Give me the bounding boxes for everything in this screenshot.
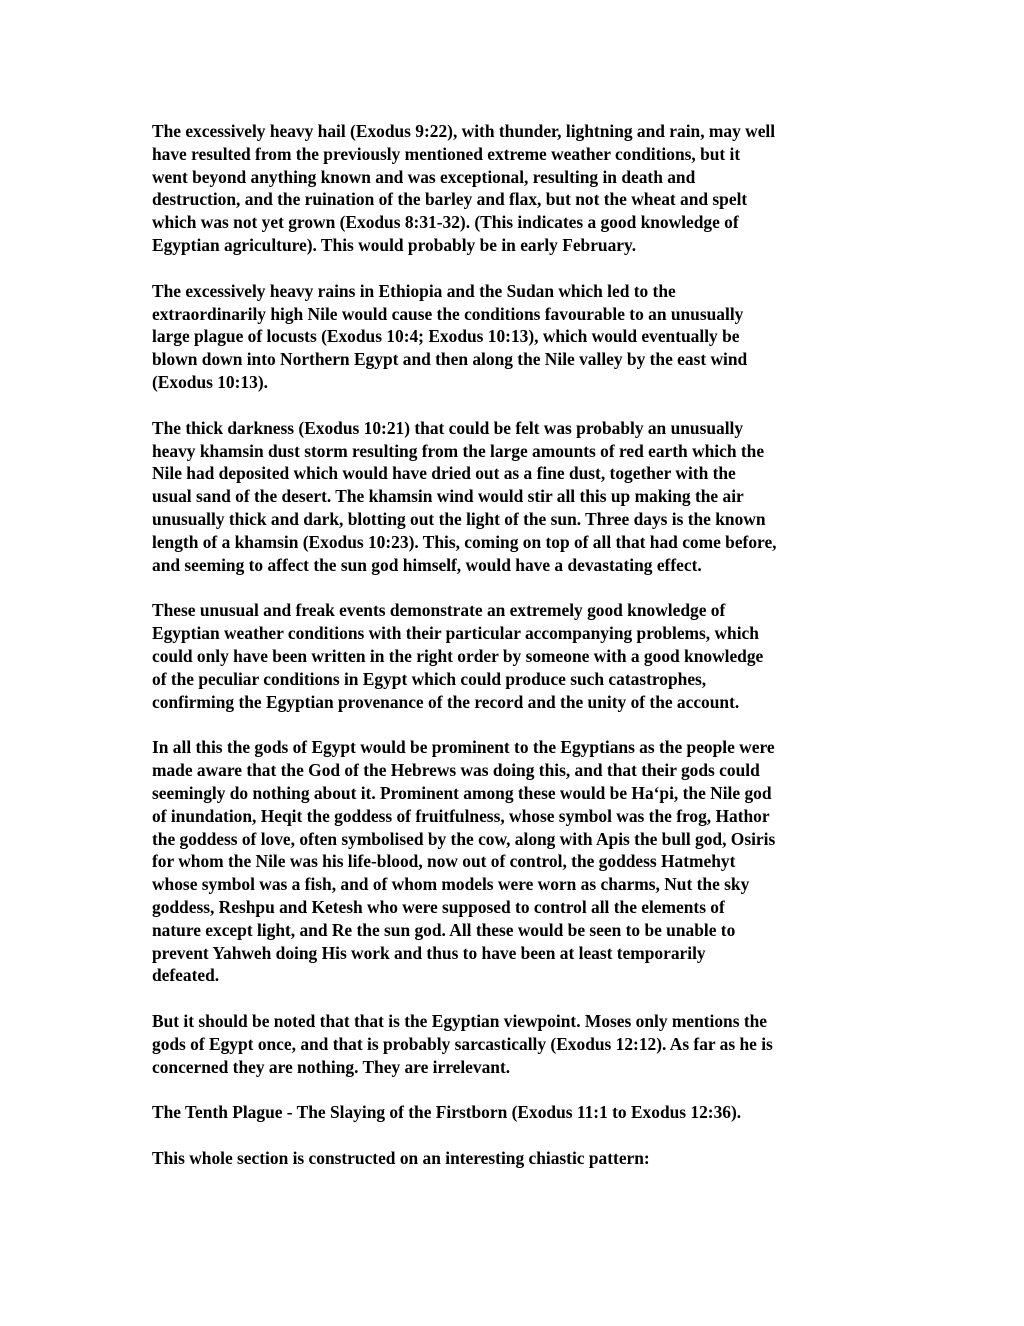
text-line: Egyptian agriculture). This would probably be in early February. [152,234,637,255]
text-line: have resulted from the previously mentioned extreme weather conditions, but it [152,143,741,164]
text-line: of inundation, Heqit the goddess of fruitfulness, whose symbol was the frog, Hathor [152,805,770,826]
text-line: length of a khamsin (Exodus 10:23). This, coming on top of all that had come before, [152,531,777,552]
text-line: This whole section is constructed on an interesting chiastic pattern: [152,1148,650,1169]
text-line: usual sand of the desert. The khamsin wind would stir all this up making the air [152,486,744,507]
text-line: concerned they are nothing. They are irrelevant. [152,1056,511,1077]
text-line: heavy khamsin dust storm resulting from the large amounts of red earth which the [152,440,765,461]
text-line: large plague of locusts (Exodus 10:4; Exodus 10:13), which would eventually be [152,326,740,347]
paragraph [152,417,882,577]
text-line: the goddess of love, often symbolised by the cow, along with Apis the bull god, Osiris [152,828,776,849]
text-line: went beyond anything known and was exceptional, resulting in death and [152,166,696,187]
text-line: seemingly do nothing about it. Prominent among these would be Ha‘pi, the Nile god [152,782,772,803]
text-line: These unusual and freak events demonstrate an extremely good knowledge of [152,600,726,621]
text-line: In all this the gods of Egypt would be prominent to the Egyptians as the people were [152,737,775,758]
text-line: prevent Yahweh doing His work and thus to have been at least temporarily [152,942,706,963]
paragraph [152,280,882,394]
text-line: extraordinarily high Nile would cause the conditions favourable to an unusually [152,303,744,324]
text-line: for whom the Nile was his life-blood, now out of control, the goddess Hatmehyt [152,851,736,872]
text-line: Nile had deposited which would have dried out as a fine dust, together with the [152,463,736,484]
text-line: The excessively heavy rains in Ethiopia and the Sudan which led to the [152,280,676,301]
text-line: and seeming to affect the sun god himself, would have a devastating effect. [152,554,702,575]
text-line: unusually thick and dark, blotting out the light of the sun. Three days is the known [152,508,766,529]
paragraph [152,1101,882,1124]
text-line: goddess, Reshpu and Ketesh who were supposed to control all the elements of [152,896,725,917]
text-line: The excessively heavy hail (Exodus 9:22), with thunder, lightning and rain, may well [152,121,776,141]
text-line: blown down into Northern Egypt and then along the Nile valley by the east wind [152,349,748,370]
text-line: gods of Egypt once, and that is probably sarcastically (Exodus 12:12). As far as he is [152,1033,773,1054]
text-line: Egyptian weather conditions with their particular accompanying problems, which [152,623,759,644]
text-line: defeated. [152,965,220,986]
paragraph [152,120,882,257]
text-line: confirming the Egyptian provenance of the record and the unity of the account. [152,691,740,712]
paragraph [152,1147,882,1170]
text-line: But it should be noted that that is the Egyptian viewpoint. Moses only mentions the [152,1011,768,1032]
paragraph [152,599,882,713]
text-line: whose symbol was a fish, and of whom models were worn as charms, Nut the sky [152,874,750,895]
text-line: destruction, and the ruination of the barley and flax, but not the wheat and spelt [152,189,748,210]
paragraph [152,1010,882,1078]
text-line: (Exodus 10:13). [152,371,268,392]
text-line: nature except light, and Re the sun god. All these would be seen to be unable to [152,919,736,940]
text-line: The Tenth Plague - The Slaying of the Firstborn (Exodus 11:1 to Exodus 12:36). [152,1102,742,1123]
paragraph [152,736,882,987]
text-line: could only have been written in the right order by someone with a good knowledge [152,645,764,666]
text-line: The thick darkness (Exodus 10:21) that could be felt was probably an unusually [152,417,744,438]
text-line: made aware that the God of the Hebrews was doing this, and that their gods could [152,760,760,781]
text-line: which was not yet grown (Exodus 8:31-32). (This indicates a good knowledge of [152,212,739,233]
text-line: of the peculiar conditions in Egypt which could produce such catastrophes, [152,668,707,689]
document-body [152,120,882,1193]
